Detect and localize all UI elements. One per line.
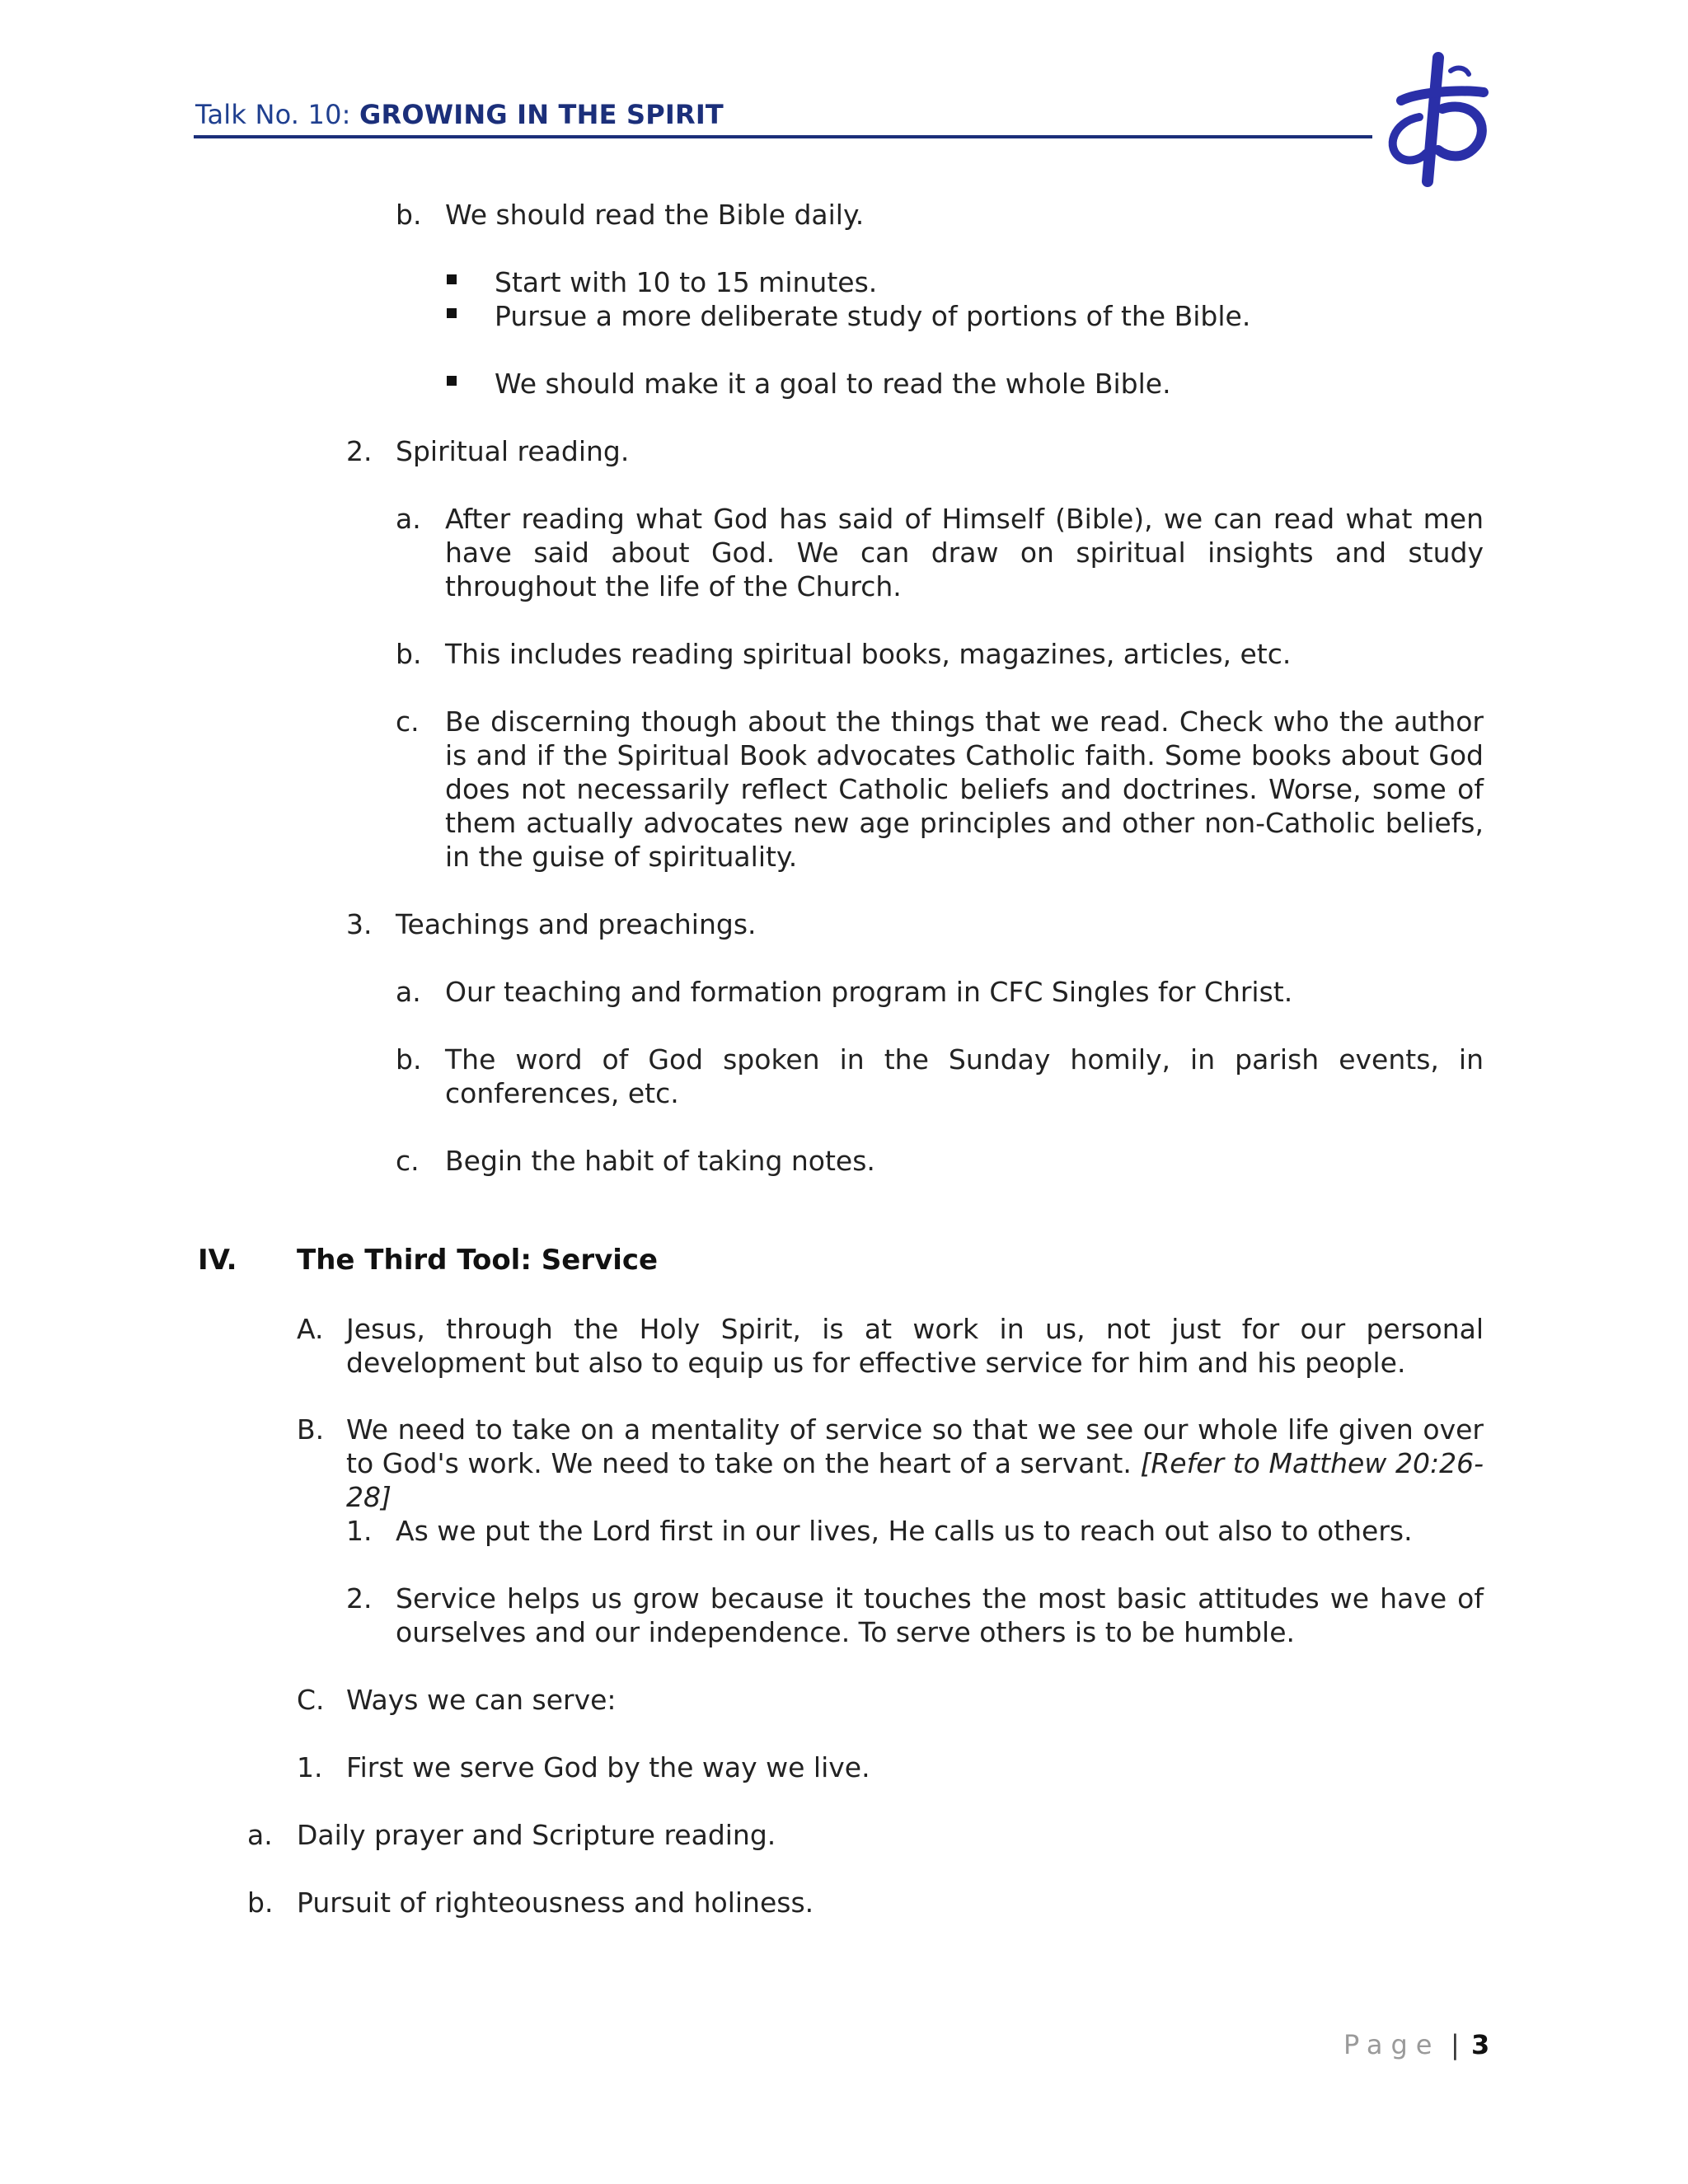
header-talk-title: GROWING IN THE SPIRIT <box>359 99 724 130</box>
item-marker: a. <box>247 1819 273 1851</box>
item-text: Service helps us grow because it touches the most basic attitudes we have of ourselves and our independence. To serve others is to be humble. <box>396 1582 1484 1648</box>
bullet-icon <box>447 376 457 386</box>
section-number: IV. <box>198 1244 237 1277</box>
item-text: Ways we can serve: <box>346 1684 617 1716</box>
header-rule <box>194 135 1372 138</box>
header-title <box>195 99 724 130</box>
bullet-text: Start with 10 to 15 minutes. <box>495 266 878 298</box>
item-marker: 2. <box>346 435 373 467</box>
item-marker: 1. <box>346 1515 373 1547</box>
item-marker: 3. <box>346 908 373 940</box>
footer-separator: | <box>1451 2029 1460 2060</box>
item-marker: b. <box>247 1886 274 1919</box>
item-text: Spiritual reading. <box>396 435 630 467</box>
bullet-icon <box>447 308 457 318</box>
header-prefix: Talk No. 10: <box>195 99 360 130</box>
item-text: The word of God spoken in the Sunday homily, in parish events, in conferences, etc. <box>445 1043 1484 1109</box>
item-marker: b. <box>396 199 422 231</box>
item-marker: B. <box>297 1413 325 1446</box>
section-title: The Third Tool: Service <box>297 1244 659 1277</box>
bullet-text: We should make it a goal to read the whole Bible. <box>495 368 1171 400</box>
item-marker: b. <box>396 1043 422 1076</box>
item-text <box>346 1413 1484 1514</box>
item-marker: a. <box>396 976 421 1008</box>
bullet-icon <box>447 274 457 284</box>
item-marker: a. <box>396 503 421 535</box>
item-text: Daily prayer and Scripture reading. <box>297 1819 776 1851</box>
item-text: Be discerning though about the things that we read. Check who the author is and if the Spiritual Book advocates Catholic faith. Some books about God does not necessarily reflect Catholic beliefs and doctrines. Worse, some of them actually advocates new age principles and other non-Catholic beliefs, in the guise of spirituality. <box>445 705 1484 873</box>
scripture-reference: [Refer to Matthew 20:26-28] <box>346 1447 1484 1513</box>
bullet-text: Pursue a more deliberate study of portions of the Bible. <box>495 300 1251 332</box>
item-text: Our teaching and formation program in CFC Singles for Christ. <box>445 976 1293 1008</box>
item-text: As we put the Lord first in our lives, He calls us to reach out also to others. <box>396 1515 1413 1547</box>
item-text: Jesus, through the Holy Spirit, is at work in us, not just for our personal development but also to equip us for effective service for him and his people. <box>346 1313 1484 1379</box>
item-text: First we serve God by the way we live. <box>346 1751 870 1783</box>
item-marker: 2. <box>346 1582 373 1615</box>
item-marker: A. <box>297 1313 324 1345</box>
page-number: 3 <box>1471 2029 1490 2060</box>
item-text: Teachings and preachings. <box>396 908 757 940</box>
item-text-main: We need to take on a mentality of service so that we see our whole life given over to God's work. We need to take on the heart of a servant. <box>346 1413 1484 1479</box>
item-marker: 1. <box>297 1751 323 1783</box>
item-text: Pursuit of righteousness and holiness. <box>297 1886 814 1919</box>
item-text: This includes reading spiritual books, magazines, articles, etc. <box>445 638 1292 670</box>
item-marker: b. <box>396 638 422 670</box>
item-text: Begin the habit of taking notes. <box>445 1145 875 1177</box>
cross-logo-icon <box>1360 49 1500 190</box>
item-marker: C. <box>297 1684 325 1716</box>
footer-page-label: Page <box>1343 2029 1441 2060</box>
item-marker: c. <box>396 705 420 738</box>
item-marker: c. <box>396 1145 420 1177</box>
item-text: After reading what God has said of Himself (Bible), we can read what men have said about God. We can draw on spiritual insights and study throughout the life of the Church. <box>445 503 1484 602</box>
item-text: We should read the Bible daily. <box>445 199 865 231</box>
